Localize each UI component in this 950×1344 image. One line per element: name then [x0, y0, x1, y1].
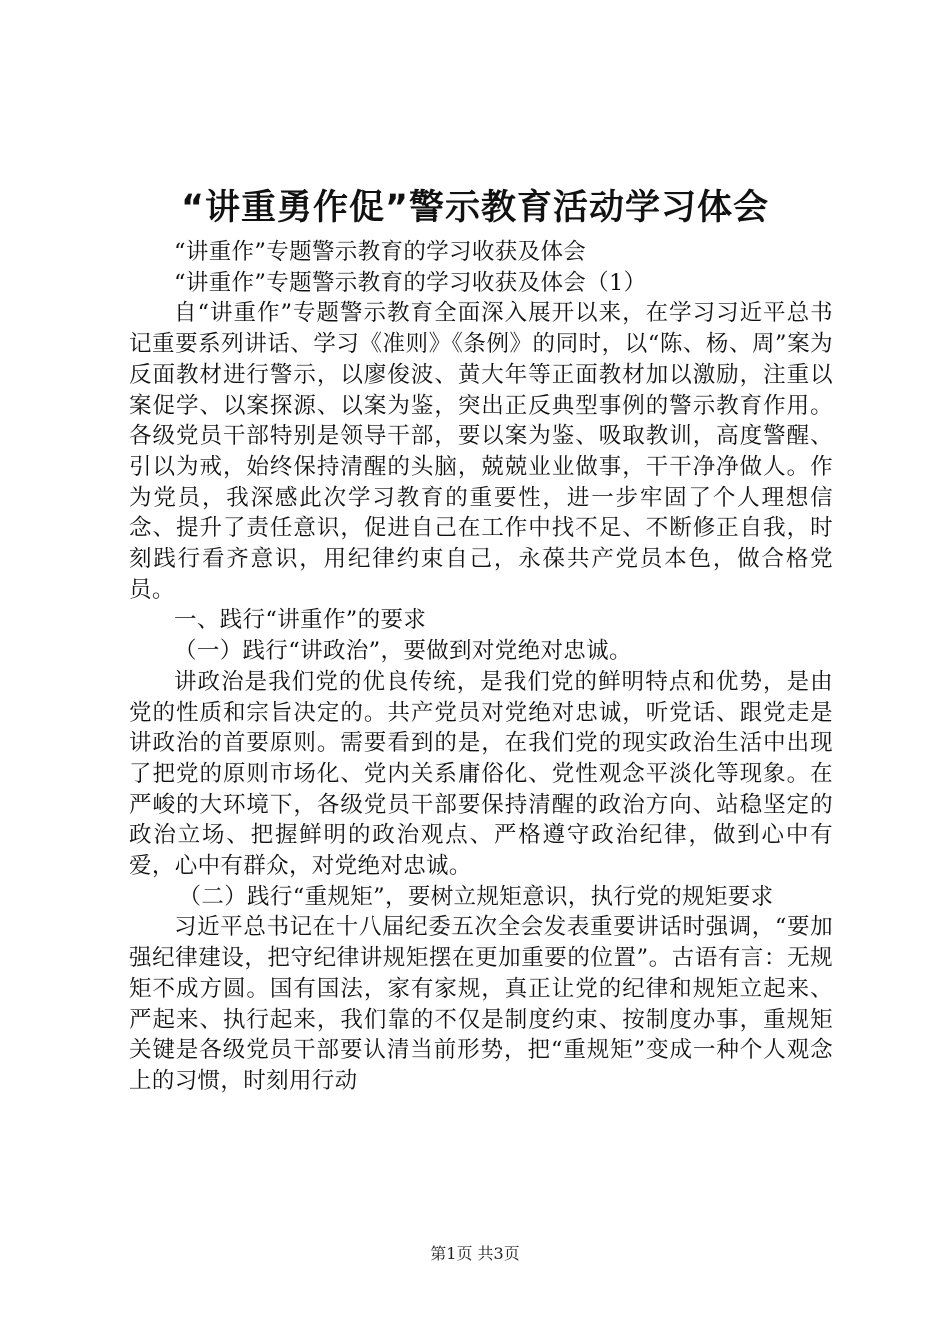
- section-heading-1: 一、践行“讲重作”的要求: [174, 607, 427, 634]
- paragraph-rules: 习近平总书记在十八届纪委五次全会发表重要讲话时强调，“要加强纪律建设，把守纪律讲规矩摆在更加重要的位置”。古语有言：无规矩不成方圆。国有国法，家有家规，真正让党的纪律和规矩立起来、严起来、执行起来，我们靠的不仅是制度约束、按制度办事，重规矩关键是各级党员干部要认清当前形势，把“重规矩”变成一种个人观念上的习惯，时刻用行动: [129, 914, 833, 1094]
- document-title: “讲重勇作促”警示教育活动学习体会: [180, 188, 769, 228]
- paragraph-subtitle-part-1: “讲重作”专题警示教育的学习收获及体会（1）: [174, 269, 647, 296]
- subsection-heading-1: （一）践行“讲政治”，要做到对党绝对忠诚。: [174, 638, 632, 665]
- subsection-heading-2: （二）践行“重规矩”，要树立规矩意识，执行党的规矩要求: [178, 883, 774, 910]
- document-body: [129, 237, 833, 1097]
- paragraph-politics: 讲政治是我们党的优良传统，是我们党的鲜明特点和优势，是由党的性质和宗旨决定的。共产党员对党绝对忠诚，听党话、跟党走是讲政治的首要原则。需要看到的是，在我们党的现实政治生活中出现了把党的原则市场化、党内关系庸俗化、党性观念平淡化等现象。在严峻的大环境下，各级党员干部要保持清醒的政治方向、站稳坚定的政治立场、把握鲜明的政治观点、严格遵守政治纪律，做到心中有爱，心中有群众，对党绝对忠诚。: [129, 668, 833, 880]
- page-footer: 第1页 共3页: [430, 1244, 520, 1263]
- paragraph-subtitle: “讲重作”专题警示教育的学习收获及体会: [174, 239, 587, 265]
- paragraph-intro: 自“讲重作”专题警示教育全面深入展开以来，在学习习近平总书记重要系列讲话、学习《准则》《条例》的同时，以“陈、杨、周”案为反面教材进行警示，以廖俊波、黄大年等正面教材加以激励，注重以案促学、以案探源、以案为鉴，突出正反典型事例的警示教育作用。各级党员干部特别是领导干部，要以案为鉴、吸取教训，高度警醒、引以为戒，始终保持清醒的头脑，兢兢业业做事，干干净净做人。作为党员，我深感此次学习教育的重要性，进一步牢固了个人理想信念、提升了责任意识，促进自己在工作中找不足、不断修正自我，时刻践行看齐意识，用纪律约束自己，永葆共产党员本色，做合格党员。: [129, 300, 833, 603]
